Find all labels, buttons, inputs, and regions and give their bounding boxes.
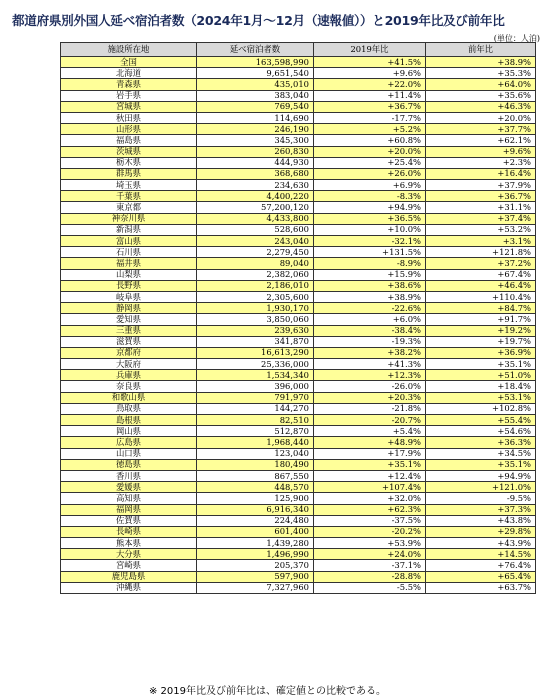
table-row xyxy=(61,280,536,291)
vs-prev-year-cell: +76.4% xyxy=(426,560,536,571)
stays-cell: 791,970 xyxy=(197,392,314,403)
table-row xyxy=(61,180,536,191)
prefecture-cell: 北海道 xyxy=(61,68,197,79)
vs-2019-cell: +24.0% xyxy=(314,549,426,560)
table-row xyxy=(61,549,536,560)
vs-2019-cell: +107.4% xyxy=(314,482,426,493)
table-row xyxy=(61,392,536,403)
vs-2019-cell: +20.3% xyxy=(314,392,426,403)
table-body xyxy=(61,57,536,594)
table-row xyxy=(61,470,536,481)
stays-cell: 25,336,000 xyxy=(197,359,314,370)
stays-cell: 114,690 xyxy=(197,112,314,123)
vs-2019-cell: -37.1% xyxy=(314,560,426,571)
vs-2019-cell: -26.0% xyxy=(314,381,426,392)
vs-prev-year-cell: +2.3% xyxy=(426,157,536,168)
vs-prev-year-cell: +67.4% xyxy=(426,269,536,280)
vs-2019-cell: +12.4% xyxy=(314,470,426,481)
vs-prev-year-cell: +36.3% xyxy=(426,437,536,448)
vs-2019-cell: +36.7% xyxy=(314,101,426,112)
table-row xyxy=(61,426,536,437)
vs-2019-cell: -20.7% xyxy=(314,415,426,426)
prefecture-cell: 和歌山県 xyxy=(61,392,197,403)
table-row xyxy=(61,582,536,593)
vs-2019-cell: -19.3% xyxy=(314,336,426,347)
table-row xyxy=(61,571,536,582)
prefecture-cell: 宮城県 xyxy=(61,101,197,112)
prefecture-cell: 大分県 xyxy=(61,549,197,560)
vs-prev-year-cell: +29.8% xyxy=(426,526,536,537)
stays-cell: 341,870 xyxy=(197,336,314,347)
prefecture-cell: 佐賀県 xyxy=(61,515,197,526)
stays-table xyxy=(60,42,536,594)
table-row xyxy=(61,403,536,414)
header-vs-2019: 2019年比 xyxy=(314,43,426,57)
vs-2019-cell: +12.3% xyxy=(314,370,426,381)
table-row xyxy=(61,415,536,426)
vs-prev-year-cell: +102.8% xyxy=(426,403,536,414)
table-row xyxy=(61,213,536,224)
prefecture-cell: 広島県 xyxy=(61,437,197,448)
prefecture-cell: 栃木県 xyxy=(61,157,197,168)
unit-label: (単位：人泊) xyxy=(493,34,540,43)
vs-prev-year-cell: +36.9% xyxy=(426,347,536,358)
table-row xyxy=(61,258,536,269)
vs-prev-year-cell: +16.4% xyxy=(426,168,536,179)
table-row xyxy=(61,291,536,302)
stays-cell: 205,370 xyxy=(197,560,314,571)
table-row xyxy=(61,79,536,90)
header-vs-prev-year: 前年比 xyxy=(426,43,536,57)
vs-2019-cell: +36.5% xyxy=(314,213,426,224)
table-row xyxy=(61,269,536,280)
stays-cell: 368,680 xyxy=(197,168,314,179)
prefecture-cell: 滋賀県 xyxy=(61,336,197,347)
stays-cell: 3,850,060 xyxy=(197,314,314,325)
table-row xyxy=(61,224,536,235)
vs-2019-cell: +6.9% xyxy=(314,180,426,191)
vs-2019-cell: +38.2% xyxy=(314,347,426,358)
vs-2019-cell: +17.9% xyxy=(314,448,426,459)
stays-cell: 2,279,450 xyxy=(197,247,314,258)
footnote: ※ 2019年比及び前年比は、確定値との比較である。 xyxy=(149,686,387,697)
vs-2019-cell: -32.1% xyxy=(314,236,426,247)
stays-cell: 2,382,060 xyxy=(197,269,314,280)
prefecture-cell: 長野県 xyxy=(61,280,197,291)
stays-cell: 16,613,290 xyxy=(197,347,314,358)
table-row xyxy=(61,325,536,336)
vs-prev-year-cell: +62.1% xyxy=(426,135,536,146)
table-row xyxy=(61,347,536,358)
prefecture-cell: 香川県 xyxy=(61,470,197,481)
table-row xyxy=(61,146,536,157)
vs-prev-year-cell: +121.0% xyxy=(426,482,536,493)
vs-prev-year-cell: +37.3% xyxy=(426,504,536,515)
stays-cell: 1,930,170 xyxy=(197,303,314,314)
stays-cell: 57,200,120 xyxy=(197,202,314,213)
stays-cell: 396,000 xyxy=(197,381,314,392)
stays-cell: 144,270 xyxy=(197,403,314,414)
table-row xyxy=(61,135,536,146)
prefecture-cell: 秋田県 xyxy=(61,112,197,123)
table-row xyxy=(61,112,536,123)
prefecture-cell: 茨城県 xyxy=(61,146,197,157)
prefecture-cell: 新潟県 xyxy=(61,224,197,235)
prefecture-cell: 岐阜県 xyxy=(61,291,197,302)
vs-prev-year-cell: +53.2% xyxy=(426,224,536,235)
vs-prev-year-cell: +35.6% xyxy=(426,90,536,101)
vs-prev-year-cell: +14.5% xyxy=(426,549,536,560)
vs-2019-cell: +15.9% xyxy=(314,269,426,280)
vs-prev-year-cell: +34.5% xyxy=(426,448,536,459)
stays-cell: 243,040 xyxy=(197,236,314,247)
table-row xyxy=(61,482,536,493)
vs-prev-year-cell: +37.9% xyxy=(426,180,536,191)
header-stays: 延べ宿泊者数 xyxy=(197,43,314,57)
vs-2019-cell: +41.5% xyxy=(314,57,426,68)
vs-2019-cell: +10.0% xyxy=(314,224,426,235)
prefecture-cell: 鳥取県 xyxy=(61,403,197,414)
vs-prev-year-cell: +110.4% xyxy=(426,291,536,302)
vs-2019-cell: -8.3% xyxy=(314,191,426,202)
vs-2019-cell: +35.1% xyxy=(314,459,426,470)
stays-cell: 867,550 xyxy=(197,470,314,481)
stays-cell: 6,916,340 xyxy=(197,504,314,515)
prefecture-cell: 島根県 xyxy=(61,415,197,426)
prefecture-cell: 長崎県 xyxy=(61,526,197,537)
prefecture-cell: 宮崎県 xyxy=(61,560,197,571)
table-row xyxy=(61,124,536,135)
stays-cell: 769,540 xyxy=(197,101,314,112)
prefecture-cell: 京都府 xyxy=(61,347,197,358)
vs-2019-cell: +38.6% xyxy=(314,280,426,291)
stays-cell: 4,400,220 xyxy=(197,191,314,202)
vs-2019-cell: +131.5% xyxy=(314,247,426,258)
stays-cell: 383,040 xyxy=(197,90,314,101)
vs-prev-year-cell: +37.4% xyxy=(426,213,536,224)
stays-cell: 246,190 xyxy=(197,124,314,135)
table-row xyxy=(61,526,536,537)
stays-cell: 89,040 xyxy=(197,258,314,269)
table-row xyxy=(61,314,536,325)
prefecture-cell: 埼玉県 xyxy=(61,180,197,191)
vs-prev-year-cell: +38.9% xyxy=(426,57,536,68)
stays-cell: 7,327,960 xyxy=(197,582,314,593)
prefecture-cell: 岡山県 xyxy=(61,426,197,437)
vs-2019-cell: -38.4% xyxy=(314,325,426,336)
prefecture-cell: 大阪府 xyxy=(61,359,197,370)
table-row xyxy=(61,202,536,213)
prefecture-cell: 山形県 xyxy=(61,124,197,135)
stays-cell: 345,300 xyxy=(197,135,314,146)
page-title: 都道府県別外国人延べ宿泊者数（2024年1月～12月（速報値））と2019年比及び前年比 xyxy=(12,13,505,28)
vs-prev-year-cell: +43.8% xyxy=(426,515,536,526)
prefecture-cell: 高知県 xyxy=(61,493,197,504)
stays-cell: 512,870 xyxy=(197,426,314,437)
prefecture-cell: 山口県 xyxy=(61,448,197,459)
table-row xyxy=(61,437,536,448)
table-row xyxy=(61,504,536,515)
header-prefecture: 施設所在地 xyxy=(61,43,197,57)
prefecture-cell: 鹿児島県 xyxy=(61,571,197,582)
table-row xyxy=(61,57,536,68)
prefecture-cell: 福岡県 xyxy=(61,504,197,515)
vs-2019-cell: +41.3% xyxy=(314,359,426,370)
vs-2019-cell: +11.4% xyxy=(314,90,426,101)
vs-2019-cell: -37.5% xyxy=(314,515,426,526)
stays-cell: 4,433,800 xyxy=(197,213,314,224)
stays-cell: 180,490 xyxy=(197,459,314,470)
vs-prev-year-cell: +91.7% xyxy=(426,314,536,325)
vs-prev-year-cell: +51.0% xyxy=(426,370,536,381)
prefecture-cell: 愛知県 xyxy=(61,314,197,325)
stays-cell: 601,400 xyxy=(197,526,314,537)
vs-2019-cell: +20.0% xyxy=(314,146,426,157)
vs-prev-year-cell: +37.2% xyxy=(426,258,536,269)
vs-prev-year-cell: +20.0% xyxy=(426,112,536,123)
vs-prev-year-cell: +53.1% xyxy=(426,392,536,403)
prefecture-cell: 沖縄県 xyxy=(61,582,197,593)
vs-prev-year-cell: +36.7% xyxy=(426,191,536,202)
table-row xyxy=(61,168,536,179)
vs-prev-year-cell: +19.7% xyxy=(426,336,536,347)
prefecture-cell: 熊本県 xyxy=(61,538,197,549)
vs-prev-year-cell: +55.4% xyxy=(426,415,536,426)
stays-cell: 1,439,280 xyxy=(197,538,314,549)
table-row xyxy=(61,448,536,459)
stays-cell: 125,900 xyxy=(197,493,314,504)
stays-cell: 163,598,990 xyxy=(197,57,314,68)
stays-cell: 123,040 xyxy=(197,448,314,459)
prefecture-cell: 群馬県 xyxy=(61,168,197,179)
prefecture-cell: 東京都 xyxy=(61,202,197,213)
vs-prev-year-cell: +84.7% xyxy=(426,303,536,314)
stays-cell: 444,930 xyxy=(197,157,314,168)
vs-2019-cell: +38.9% xyxy=(314,291,426,302)
vs-prev-year-cell: +46.3% xyxy=(426,101,536,112)
stays-cell: 2,186,010 xyxy=(197,280,314,291)
vs-2019-cell: +22.0% xyxy=(314,79,426,90)
vs-prev-year-cell: +9.6% xyxy=(426,146,536,157)
vs-prev-year-cell: +35.3% xyxy=(426,68,536,79)
vs-prev-year-cell: +121.8% xyxy=(426,247,536,258)
table-row xyxy=(61,247,536,258)
vs-2019-cell: +26.0% xyxy=(314,168,426,179)
stays-cell: 224,480 xyxy=(197,515,314,526)
stays-cell: 239,630 xyxy=(197,325,314,336)
stays-cell: 234,630 xyxy=(197,180,314,191)
vs-prev-year-cell: +18.4% xyxy=(426,381,536,392)
stays-cell: 528,600 xyxy=(197,224,314,235)
vs-2019-cell: +53.9% xyxy=(314,538,426,549)
stays-cell: 1,968,440 xyxy=(197,437,314,448)
prefecture-cell: 三重県 xyxy=(61,325,197,336)
table-row xyxy=(61,515,536,526)
vs-2019-cell: +32.0% xyxy=(314,493,426,504)
stays-cell: 1,496,990 xyxy=(197,549,314,560)
prefecture-cell: 山梨県 xyxy=(61,269,197,280)
table-row xyxy=(61,157,536,168)
stays-cell: 448,570 xyxy=(197,482,314,493)
table-header-row xyxy=(61,43,536,57)
vs-prev-year-cell: +35.1% xyxy=(426,459,536,470)
stays-cell: 1,534,340 xyxy=(197,370,314,381)
vs-prev-year-cell: -9.5% xyxy=(426,493,536,504)
table-row xyxy=(61,336,536,347)
prefecture-cell: 岩手県 xyxy=(61,90,197,101)
table-row xyxy=(61,459,536,470)
vs-prev-year-cell: +63.7% xyxy=(426,582,536,593)
prefecture-cell: 石川県 xyxy=(61,247,197,258)
vs-prev-year-cell: +35.1% xyxy=(426,359,536,370)
vs-2019-cell: +62.3% xyxy=(314,504,426,515)
vs-2019-cell: -22.6% xyxy=(314,303,426,314)
table-row xyxy=(61,493,536,504)
vs-2019-cell: -17.7% xyxy=(314,112,426,123)
prefecture-cell: 兵庫県 xyxy=(61,370,197,381)
table-row xyxy=(61,538,536,549)
stays-cell: 9,651,540 xyxy=(197,68,314,79)
vs-prev-year-cell: +65.4% xyxy=(426,571,536,582)
vs-2019-cell: +5.4% xyxy=(314,426,426,437)
table-row xyxy=(61,370,536,381)
vs-2019-cell: +6.0% xyxy=(314,314,426,325)
vs-prev-year-cell: +43.9% xyxy=(426,538,536,549)
vs-prev-year-cell: +64.0% xyxy=(426,79,536,90)
vs-2019-cell: -28.8% xyxy=(314,571,426,582)
table-row xyxy=(61,303,536,314)
stays-cell: 82,510 xyxy=(197,415,314,426)
prefecture-cell: 富山県 xyxy=(61,236,197,247)
stays-cell: 435,010 xyxy=(197,79,314,90)
table-row xyxy=(61,101,536,112)
prefecture-cell: 徳島県 xyxy=(61,459,197,470)
vs-prev-year-cell: +54.6% xyxy=(426,426,536,437)
vs-prev-year-cell: +46.4% xyxy=(426,280,536,291)
vs-prev-year-cell: +19.2% xyxy=(426,325,536,336)
prefecture-cell: 千葉県 xyxy=(61,191,197,202)
table-row xyxy=(61,90,536,101)
vs-2019-cell: +25.4% xyxy=(314,157,426,168)
vs-2019-cell: -8.9% xyxy=(314,258,426,269)
vs-2019-cell: +9.6% xyxy=(314,68,426,79)
vs-prev-year-cell: +31.1% xyxy=(426,202,536,213)
table-row xyxy=(61,191,536,202)
vs-2019-cell: +48.9% xyxy=(314,437,426,448)
prefecture-cell: 神奈川県 xyxy=(61,213,197,224)
table-row xyxy=(61,381,536,392)
vs-2019-cell: +60.8% xyxy=(314,135,426,146)
vs-prev-year-cell: +37.7% xyxy=(426,124,536,135)
prefecture-cell: 愛媛県 xyxy=(61,482,197,493)
stays-cell: 260,830 xyxy=(197,146,314,157)
stays-cell: 597,900 xyxy=(197,571,314,582)
vs-2019-cell: +94.9% xyxy=(314,202,426,213)
table-row xyxy=(61,560,536,571)
table-row xyxy=(61,236,536,247)
table-row xyxy=(61,359,536,370)
prefecture-cell: 福島県 xyxy=(61,135,197,146)
vs-prev-year-cell: +3.1% xyxy=(426,236,536,247)
table-row xyxy=(61,68,536,79)
vs-2019-cell: -5.5% xyxy=(314,582,426,593)
prefecture-cell: 静岡県 xyxy=(61,303,197,314)
stays-cell: 2,305,600 xyxy=(197,291,314,302)
vs-prev-year-cell: +94.9% xyxy=(426,470,536,481)
prefecture-cell: 福井県 xyxy=(61,258,197,269)
prefecture-cell: 奈良県 xyxy=(61,381,197,392)
prefecture-cell: 全国 xyxy=(61,57,197,68)
vs-2019-cell: +5.2% xyxy=(314,124,426,135)
vs-2019-cell: -20.2% xyxy=(314,526,426,537)
vs-2019-cell: -21.8% xyxy=(314,403,426,414)
prefecture-cell: 青森県 xyxy=(61,79,197,90)
